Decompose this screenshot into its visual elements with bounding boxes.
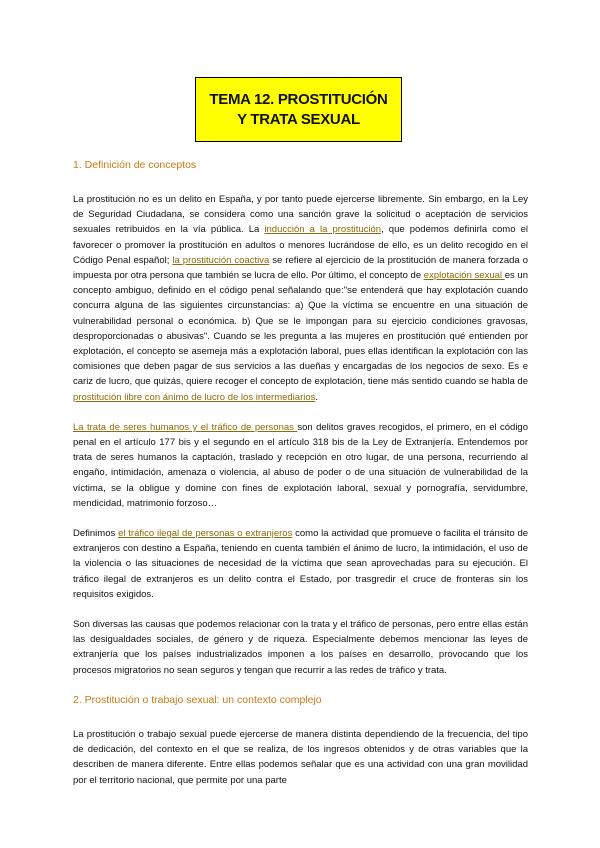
text-run: son delitos graves recogidos, el primero, en el código penal en el artículo 177 bis y el segundo en el artículo 318 bis de la Ley de Extranjería. Entendemos por trata de seres humanos la captación, traslado y recepción en otro lugar, de una persona, recurriendo al engaño, intimidación, amenaza o violencia, al abuso de poder o de una situación de vulnerabilidad de la víctima, se la obligue y domine con fines de explotación laboral, sexual y pornografía, servidumbre, mendicidad, matrimonio forzoso… xyxy=(73,421,528,509)
link-trafico-ilegal[interactable]: el tráfico ilegal de personas o extranjeros xyxy=(118,528,293,540)
link-prostitucion-coactiva[interactable]: la prostitución coactiva xyxy=(172,254,270,266)
text-run: se refiere al ejercicio de la prostitución de manera forzada o impuesta por otra persona que también se lucra de ello. Por último, el concepto de xyxy=(73,254,528,282)
link-explotacion-sexual[interactable]: explotación sexual xyxy=(423,270,505,282)
paragraph-trabajo-sexual: La prostitución o trabajo sexual puede ejercerse de manera distinta dependiendo de la frecuencia, del tipo de dedicación, del contexto en el que se realiza, de los ingresos obtenidos y de otras variables que la describen de manera diferente. Entre ellas podemos señalar que es una actividad con una gran movilidad por el territorio nacional, que permite por una parte xyxy=(73,728,528,786)
paragraph-trata xyxy=(73,420,528,511)
text-run: , que podemos definirla como el favorecer o promover la prostitución en adultos o menores lucrándose de ello, es un delito recogido en el Código Penal español; xyxy=(73,224,528,266)
text-run: es un concepto ambiguo, definido en el código penal señalando que:"se entenderá que hay explotación cuando concurra alguna de las siguientes circunstancias: a) Que la víctima se encuentre en una situación de vulnerabilidad personal o económica. b) Que se le impongan para su ejercicio condiciones gravosas, desproporcionadas o abusivas". Cuando se les pregunta a las mujeres en prostitución qué entienden por explotación, el concepto se asemeja más a explotación laboral, pues ellas identifican la explotación con las comisiones que deben pagar de sus servicios a las dueñas y encargadas de los negocios de sexo. Es e cariz de lucro, que quizás, quiere recoger el concepto de explotación, tiene más sentido cuando se habla de xyxy=(73,270,528,388)
title-line-1: TEMA 12. PROSTITUCIÓN xyxy=(209,90,388,108)
paragraph-causas: Son diversas las causas que podemos relacionar con la trata y el tráfico de personas, pero entre ellas están las desigualdades sociales, de género y de riqueza. Especialmente debemos mencionar las leyes de extranjería que los países industrializados imponen a los países en desarrollo, provocando que los procesos migratorios no sean seguros y tengan que recurrir a las redes de tráfico y trata. xyxy=(73,619,528,676)
title-box xyxy=(195,77,402,142)
section-2-heading: 2. Prostitución o trabajo sexual: un contexto complejo xyxy=(73,693,322,706)
link-induccion-prostitucion[interactable]: inducción a la prostitución xyxy=(264,224,382,236)
text-run: La prostitución no es un delito en España, y por tanto puede ejercerse libremente. Sin embargo, en la Ley de Seguridad Ciudadana, se considera como una sanción grave la solicitud o aceptación de servicios sexuales retribuidos en la vía pública. La xyxy=(73,194,528,236)
text-run: como la actividad que promueve o facilita el tránsito de extranjeros con destino a España, teniendo en cuenta también el ánimo de lucro, la intimidación, el uso de la violencia o las situaciones de necesidad de la víctima que sean aprovechadas para su ejecución. El tráfico ilegal de extranjeros es un delito contra el Estado, por trasgredir el cruce de fronteras sin los requisitos exigidos. xyxy=(73,528,529,600)
document-body xyxy=(73,158,528,803)
title-line-2: Y TRATA SEXUAL xyxy=(237,110,360,128)
link-prostitucion-libre[interactable]: prostitución libre con ánimo de lucro de los intermediarios xyxy=(73,391,316,403)
paragraph-trafico-ilegal xyxy=(73,526,528,602)
paragraph-prostitucion xyxy=(73,192,528,405)
text-run: . xyxy=(315,391,319,403)
text-run: Definimos xyxy=(73,528,119,540)
link-trata-trafico[interactable]: La trata de seres humanos y el tráfico de personas xyxy=(73,421,298,433)
section-1-heading: 1. Definición de conceptos xyxy=(73,159,197,171)
